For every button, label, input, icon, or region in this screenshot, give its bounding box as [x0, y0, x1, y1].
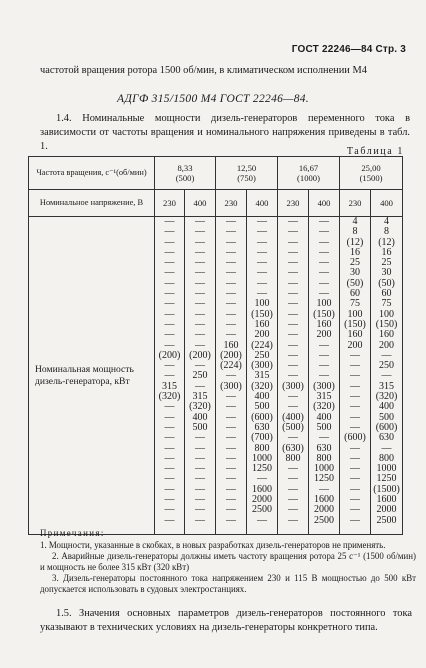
table-cell: 75 [381, 298, 392, 310]
table-cell: (200) [189, 349, 211, 361]
table-cell: — [226, 473, 236, 485]
table-cell: 200 [316, 329, 332, 341]
table-cell: — [257, 473, 267, 485]
table-cell: 60 [350, 288, 361, 300]
table-cell: 8 [384, 226, 390, 238]
table-cell: (320) [313, 401, 335, 413]
table-cell: — [164, 277, 175, 289]
table-cell: — [226, 483, 236, 495]
table-cell: 1000 [376, 463, 397, 475]
voltage-header: 400 [309, 190, 340, 217]
table-cell: 25 [350, 257, 361, 269]
table-cell: — [257, 236, 267, 248]
table-cell: — [350, 349, 361, 361]
voltage-header: 400 [371, 190, 403, 217]
table-cell: — [195, 494, 205, 506]
power-column [278, 217, 309, 535]
table-cell: — [257, 267, 267, 279]
table-cell: — [195, 452, 205, 464]
table-cell: — [319, 288, 329, 300]
paragraph-continuation: частотой вращения ротора 1500 об/мин, в климатическом исполнении М4 [40, 65, 367, 76]
table-cell: — [195, 318, 205, 330]
table-cell: — [288, 257, 298, 269]
freq-header: 12,50 (750) [216, 157, 278, 190]
table-cell: — [226, 391, 236, 403]
table-cell: (300) [282, 380, 304, 392]
table-cell: — [226, 267, 236, 279]
table-cell: (150) [375, 318, 398, 330]
table-cell: (700) [251, 432, 273, 444]
table-cell: — [195, 463, 205, 475]
table-cell: — [195, 216, 205, 227]
table-cell: — [226, 288, 236, 300]
designation-formula: АДГФ 315/1500 М4 ГОСТ 22246—84. [117, 93, 309, 105]
table-cell: — [288, 349, 298, 361]
table-cell: — [319, 349, 329, 361]
table-cell: 4 [384, 216, 390, 227]
power-column [155, 217, 185, 535]
table-cell: — [226, 246, 236, 258]
table-cell: 315 [316, 391, 332, 403]
table-cell: — [195, 236, 205, 248]
table-cell: — [319, 339, 329, 351]
voltage-header: 400 [185, 190, 216, 217]
table-cell: 100 [347, 308, 363, 320]
table-cell: — [195, 308, 205, 320]
table-cell: 1600 [252, 483, 272, 495]
table-cell: (300) [220, 380, 242, 392]
table-cell: (320) [251, 380, 273, 392]
table-cell: 1250 [252, 463, 272, 475]
table-cell: (200) [158, 349, 181, 361]
table-cell: — [319, 360, 329, 372]
voltage-header: 230 [340, 190, 371, 217]
table-cell: — [350, 401, 361, 413]
note-item: 3. Дизель-генераторы постоянного тока напряжением 230 и 115 В мощностью до 500 кВт допускается использовать в судовых электростанциях. [40, 573, 416, 594]
table-cell: — [288, 432, 298, 444]
table-cell: — [288, 236, 298, 248]
table-cell: 160 [379, 329, 395, 341]
table-cell: — [195, 380, 205, 392]
table-cell: (300) [313, 380, 335, 392]
table-cell: — [195, 432, 205, 444]
table-cell: — [164, 298, 175, 310]
table-cell: (200) [220, 349, 242, 361]
table-cell: 160 [223, 339, 239, 351]
table-cell: — [226, 318, 236, 330]
table-cell: — [350, 370, 361, 382]
table-cell: — [226, 442, 236, 454]
table-cell: — [164, 288, 175, 300]
table-cell: — [319, 257, 329, 269]
table-cell: — [257, 226, 267, 238]
table-cell: 250 [192, 370, 208, 382]
table-cell: — [288, 318, 298, 330]
table-cell: — [164, 421, 175, 433]
table-cell: 100 [379, 308, 395, 320]
table-cell: (600) [251, 411, 273, 423]
table-cell: 2000 [376, 504, 397, 516]
table-cell: 30 [381, 267, 392, 279]
table-cell: 2500 [314, 514, 334, 526]
table-cell: — [195, 473, 205, 485]
table-cell: — [226, 504, 236, 516]
table-cell: — [288, 360, 298, 372]
table-cell: (50) [378, 277, 395, 289]
table-cell: 630 [379, 432, 395, 444]
table-cell: — [164, 308, 175, 320]
table-cell: — [350, 483, 361, 495]
table-cell: — [319, 216, 329, 227]
table-cell: — [226, 226, 236, 238]
table-cell: — [288, 514, 298, 526]
table-cell: — [288, 339, 298, 351]
table-cell: — [226, 432, 236, 444]
table-cell: 630 [316, 442, 332, 454]
table-cell: 4 [352, 216, 358, 227]
table-cell: 2500 [252, 504, 272, 516]
table-cell: 60 [381, 288, 392, 300]
table-cell: 100 [254, 298, 270, 310]
table-cell: 315 [192, 391, 208, 403]
table-cell: — [319, 370, 329, 382]
table-cell: 1000 [252, 452, 272, 464]
table-cell: — [164, 216, 175, 227]
table-cell: 315 [254, 370, 270, 382]
table-cell: (320) [375, 391, 398, 403]
table-cell: — [164, 483, 175, 495]
table-cell: (600) [375, 421, 398, 433]
table-cell: 800 [254, 442, 270, 454]
table-cell: 25 [381, 257, 392, 269]
voltage-header: 230 [155, 190, 185, 217]
note-item: 2. Аварийные дизель-генераторы должны иметь частоту вращения ротора 25 с⁻¹ (1500 об/мин) и мощность не более 315 кВт (320 кВт) [40, 551, 416, 572]
table-cell: — [164, 442, 175, 454]
table-cell: 1250 [314, 473, 334, 485]
table-cell: — [288, 463, 298, 475]
table-cell: — [164, 411, 175, 423]
table-cell: — [226, 298, 236, 310]
table-cell: — [350, 411, 361, 423]
freq-header: 25,00 (1500) [340, 157, 403, 190]
table-cell: 30 [350, 267, 361, 279]
table-cell: — [164, 257, 175, 269]
table-cell: — [288, 216, 298, 227]
table-cell: 315 [379, 380, 395, 392]
table-cell: — [288, 473, 298, 485]
table-cell: — [319, 483, 329, 495]
table-cell: — [288, 504, 298, 516]
table-cell: — [164, 226, 175, 238]
power-row-label: Номинальная мощность дизель-генератора, кВт [29, 217, 155, 535]
table-cell: 16 [381, 246, 392, 258]
table-cell: 250 [379, 360, 395, 372]
table-cell: — [164, 452, 175, 464]
table-cell: — [350, 391, 361, 403]
table-cell: 1250 [376, 473, 397, 485]
table-cell: (400) [282, 411, 304, 423]
table-cell: (224) [220, 360, 242, 372]
table-cell: — [164, 514, 175, 526]
table-cell: — [288, 246, 298, 258]
table-cell: — [288, 401, 298, 413]
table-cell: 400 [379, 401, 395, 413]
table-cell: 400 [254, 391, 270, 403]
table-cell: — [257, 216, 267, 227]
table-cell: — [195, 483, 205, 495]
table-cell: — [226, 401, 236, 413]
power-column [309, 217, 340, 535]
table-cell: 160 [254, 318, 270, 330]
table-cell: — [257, 246, 267, 258]
table-cell: — [164, 246, 175, 258]
table-cell: — [381, 442, 392, 454]
table-cell: — [350, 463, 361, 475]
table-cell: — [195, 360, 205, 372]
table-cell: — [195, 246, 205, 258]
table-cell: 8 [352, 226, 358, 238]
table-cell: 100 [316, 298, 332, 310]
voltage-header: 230 [278, 190, 309, 217]
table-cell: 160 [316, 318, 332, 330]
power-column [185, 217, 216, 535]
table-cell: — [288, 277, 298, 289]
table-cell: — [288, 298, 298, 310]
table-cell: — [226, 257, 236, 269]
table-cell: 1000 [314, 463, 334, 475]
table-cell: — [257, 288, 267, 300]
table-cell: — [195, 339, 205, 351]
power-column [247, 217, 278, 535]
table-cell: 16 [350, 246, 361, 258]
table-cell: — [226, 236, 236, 248]
table-cell: — [195, 298, 205, 310]
table-cell: — [257, 277, 267, 289]
table-cell: 1600 [314, 494, 334, 506]
table-cell: — [288, 370, 298, 382]
table-cell: — [288, 329, 298, 341]
table-cell: — [164, 329, 175, 341]
table-cell: — [350, 494, 361, 506]
table-cell: — [319, 246, 329, 258]
note-item: 1. Мощности, указанные в скобках, в новых разработках дизель-генераторов не применять. [40, 540, 386, 550]
table-cell: (50) [346, 277, 364, 289]
table-cell: — [350, 514, 361, 526]
table-notes [40, 528, 416, 595]
table-caption: Таблица 1 [346, 146, 404, 157]
table-cell: — [226, 329, 236, 341]
voltage-header: 230 [216, 190, 247, 217]
table-cell: — [164, 432, 175, 444]
table-cell: — [164, 318, 175, 330]
table-cell: (224) [251, 339, 273, 351]
table-cell: — [164, 267, 175, 279]
table-cell: (320) [189, 401, 211, 413]
table-cell: (600) [344, 432, 366, 444]
table-cell: — [288, 288, 298, 300]
table-cell: — [288, 494, 298, 506]
page-header: ГОСТ 22246—84 Стр. 3 [291, 44, 406, 55]
table-cell: 400 [192, 411, 208, 423]
table-cell: — [226, 370, 236, 382]
table-cell: 200 [379, 339, 395, 351]
table-cell: — [164, 494, 175, 506]
table-cell: 400 [316, 411, 332, 423]
table-cell: — [350, 452, 361, 464]
table-cell: — [195, 504, 205, 516]
table-cell: — [319, 267, 329, 279]
voltage-header: 400 [247, 190, 278, 217]
table-cell: — [257, 514, 267, 526]
power-column [371, 217, 403, 535]
table-cell: 2000 [314, 504, 334, 516]
table-cell: 500 [254, 401, 270, 413]
table-cell: (320) [158, 391, 181, 403]
freq-row-label: Частота вращения, с⁻¹(об/мин) [29, 157, 155, 190]
table-cell: 800 [316, 452, 332, 464]
table-cell: — [288, 483, 298, 495]
table-cell: 630 [254, 421, 270, 433]
table-cell: 500 [192, 421, 208, 433]
table-cell: — [164, 473, 175, 485]
table-cell: 160 [347, 329, 363, 341]
power-column [216, 217, 247, 535]
table-cell: — [350, 473, 361, 485]
table-cell: 800 [379, 452, 395, 464]
table-cell: — [226, 277, 236, 289]
table-cell: — [350, 442, 361, 454]
table-cell: — [319, 236, 329, 248]
table-cell: — [226, 463, 236, 475]
power-column [340, 217, 371, 535]
table-cell: — [288, 267, 298, 279]
paragraph-1-5: 1.5. Значения основных параметров дизель-генераторов постоянного тока указывают в технических условиях на дизель-генераторы конкретного типа. [40, 608, 412, 633]
table-cell: — [226, 421, 236, 433]
table-cell: — [226, 308, 236, 320]
power-table [28, 156, 403, 535]
table-cell: — [381, 349, 392, 361]
table-cell: — [195, 257, 205, 269]
table-cell: — [226, 411, 236, 423]
table-cell: — [195, 514, 205, 526]
table-cell: — [164, 504, 175, 516]
table-cell: — [257, 257, 267, 269]
table-cell: — [319, 226, 329, 238]
table-cell: 2500 [376, 514, 397, 526]
table-cell: — [164, 339, 175, 351]
table-cell: (300) [251, 360, 273, 372]
table-cell: — [288, 226, 298, 238]
table-cell: (150) [313, 308, 335, 320]
table-cell: — [195, 329, 205, 341]
table-cell: 500 [316, 421, 332, 433]
table-cell: — [195, 277, 205, 289]
table-cell: — [226, 216, 236, 227]
table-cell: 250 [254, 349, 270, 361]
table-cell: — [288, 308, 298, 320]
freq-header: 16,67 (1000) [278, 157, 340, 190]
table-cell: — [350, 380, 361, 392]
table-cell: (1500) [373, 483, 400, 495]
table-cell: — [350, 421, 361, 433]
table-cell: (12) [378, 236, 395, 248]
table-cell: 75 [350, 298, 361, 310]
table-cell: 500 [379, 411, 395, 423]
table-cell: — [164, 360, 175, 372]
table-cell: — [319, 432, 329, 444]
table-cell: (12) [346, 236, 364, 248]
table-cell: — [288, 391, 298, 403]
table-cell: 2000 [252, 494, 272, 506]
table-cell: — [226, 514, 236, 526]
notes-heading: Примечания: [40, 528, 105, 538]
table-cell: — [350, 360, 361, 372]
table-cell: — [381, 370, 392, 382]
table-cell: 200 [254, 329, 270, 341]
table-cell: 1600 [376, 494, 397, 506]
table-cell: 315 [162, 380, 177, 392]
voltage-row-label: Номинальное напряжение, В [29, 190, 155, 217]
table-cell: — [195, 442, 205, 454]
table-cell: — [195, 288, 205, 300]
table-cell: — [350, 504, 361, 516]
table-cell: — [195, 226, 205, 238]
table-cell: — [164, 463, 175, 475]
table-cell: — [164, 370, 175, 382]
table-cell: (500) [282, 421, 304, 433]
freq-header: 8,33 (500) [155, 157, 216, 190]
table-cell: (150) [251, 308, 273, 320]
table-cell: 200 [347, 339, 363, 351]
table-cell: — [319, 277, 329, 289]
table-cell: — [164, 401, 175, 413]
table-cell: (630) [282, 442, 304, 454]
table-cell: — [226, 452, 236, 464]
table-cell: — [226, 494, 236, 506]
table-cell: (150) [344, 318, 366, 330]
table-cell: — [195, 267, 205, 279]
table-cell: — [164, 236, 175, 248]
table-cell: 800 [285, 452, 301, 464]
paragraph-1-4: 1.4. Номинальные мощности дизель-генераторов переменного тока в зависимости от частоты вращения и номинального напряжения приведены в табл. 1. [40, 113, 410, 152]
